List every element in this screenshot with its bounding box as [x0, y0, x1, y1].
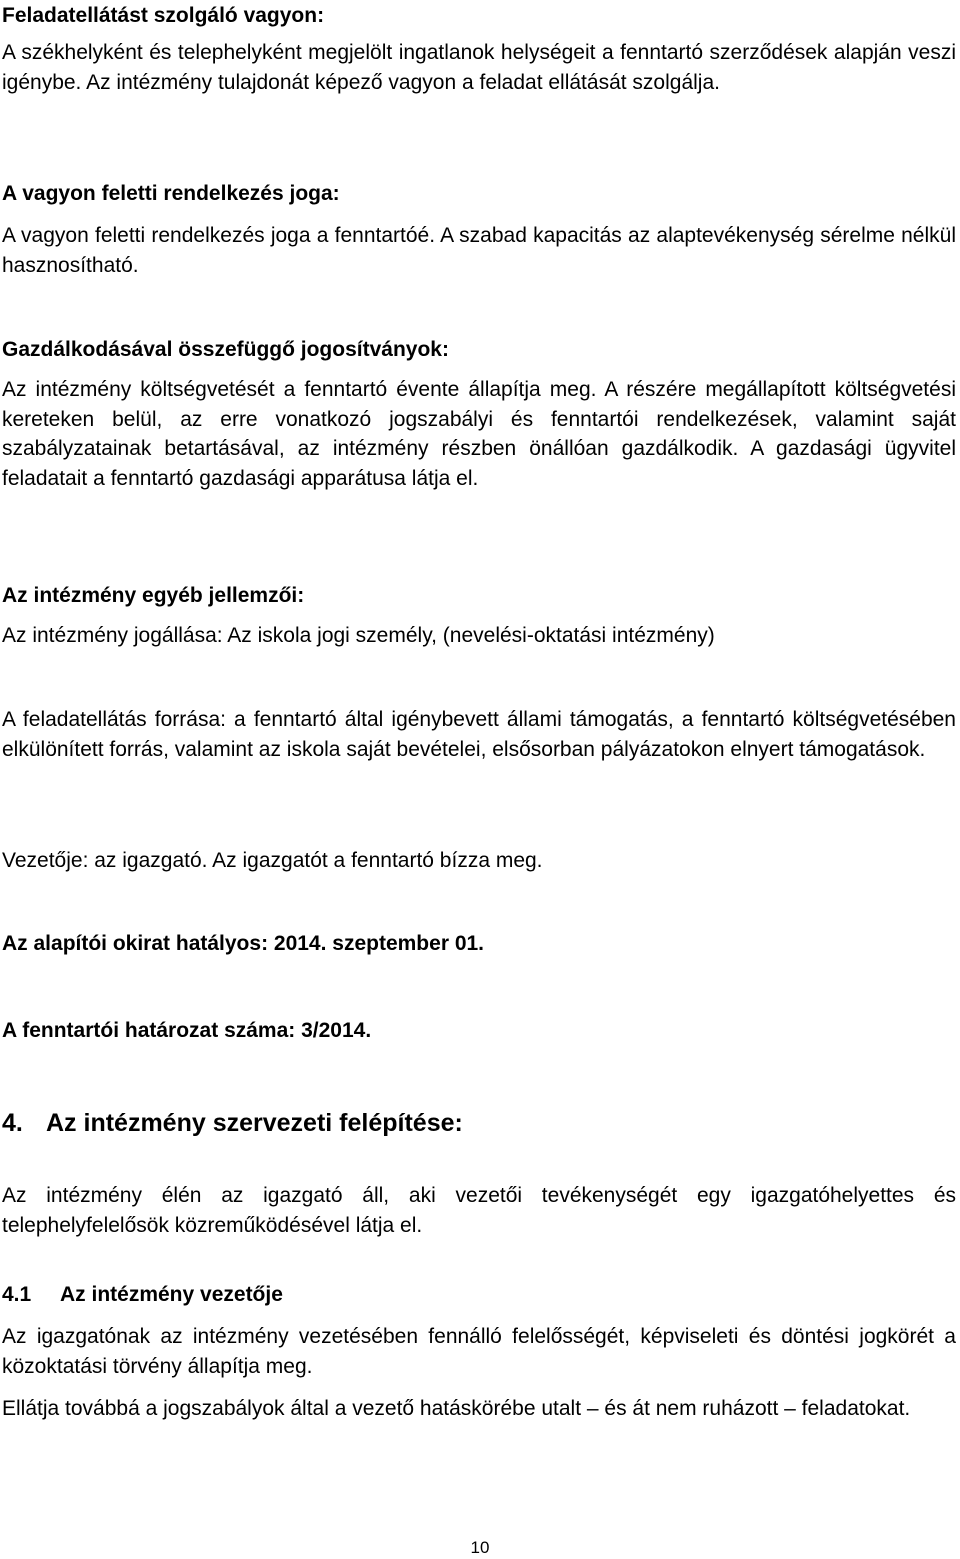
paragraph-szervezet: Az intézmény élén az igazgató áll, aki vezetői tevékenységét egy igazgatóhelyettes és telephelyfelelősök közreműködésével látja el. [2, 1184, 956, 1237]
section-title-szervezet [2, 1107, 956, 1139]
paragraph-rendelkezes: A vagyon feletti rendelkezés joga a fenntartóé. A szabad kapacitás az alaptevékenység sérelme nélkül hasznosítható. [2, 224, 956, 277]
paragraph-forras: A feladatellátás forrása: a fenntartó által igénybevett állami támogatás, a fenntartó költségvetésében elkülönített forrás, valamint az iskola saját bevételei, elsősorban pályázatokon elnyert támogatások. [2, 708, 956, 761]
subsection-title-vezeto [2, 1280, 956, 1310]
heading-gazdalkodas: Gazdálkodásával összefüggő jogosítványok: [2, 338, 449, 361]
section-title-text: Az intézmény szervezeti felépítése: [46, 1109, 463, 1137]
paragraph-jogallas: Az intézmény jogállása: Az iskola jogi személy, (nevelési-oktatási intézmény) [2, 624, 715, 647]
paragraph-vagyon: A székhelyként és telephelyként megjelölt ingatlanok helységeit a fenntartó szerződések alapján veszi igénybe. Az intézmény tulajdonát képező vagyon a feladat ellátását szolgálja. [2, 41, 956, 94]
heading-vagyon: Feladatellátást szolgáló vagyon: [2, 4, 325, 27]
paragraph-vezeto-1: Az igazgatónak az intézmény vezetésében fennálló felelősségét, képviseleti és döntési jogkörét a közoktatási törvény állapítja meg. [2, 1325, 956, 1378]
paragraph-vezeto-2: Ellátja továbbá a jogszabályok által a vezető hatáskörébe utalt – és át nem ruházott – feladatokat. [2, 1397, 911, 1420]
section-number: 4. [2, 1109, 23, 1137]
subsection-title-text: Az intézmény vezetője [60, 1283, 283, 1306]
heading-rendelkezes: A vagyon feletti rendelkezés joga: [2, 182, 340, 205]
paragraph-gazdalkodas: Az intézmény költségvetését a fenntartó évente állapítja meg. A részére megállapított költségvetési kereteken belül, az erre vonatkozó jogszabályi és fenntartói rendelkezések, valamint saját szabályzatainak betartásával, az intézmény részben önállóan gazdálkodik. A gazdasági ügyvitel feladatait a fenntartó gazdasági apparátusa látja el. [2, 378, 956, 490]
subsection-number: 4.1 [2, 1283, 32, 1306]
heading-jellemzok: Az intézmény egyéb jellemzői: [2, 584, 305, 607]
fenntartoi-hatarozat: A fenntartói határozat száma: 3/2014. [2, 1019, 372, 1042]
paragraph-vezeto: Vezetője: az igazgató. Az igazgatót a fenntartó bízza meg. [2, 849, 543, 872]
page-number: 10 [470, 1538, 490, 1557]
okirat-hatalyos: Az alapítói okirat hatályos: 2014. szeptember 01. [2, 932, 485, 955]
